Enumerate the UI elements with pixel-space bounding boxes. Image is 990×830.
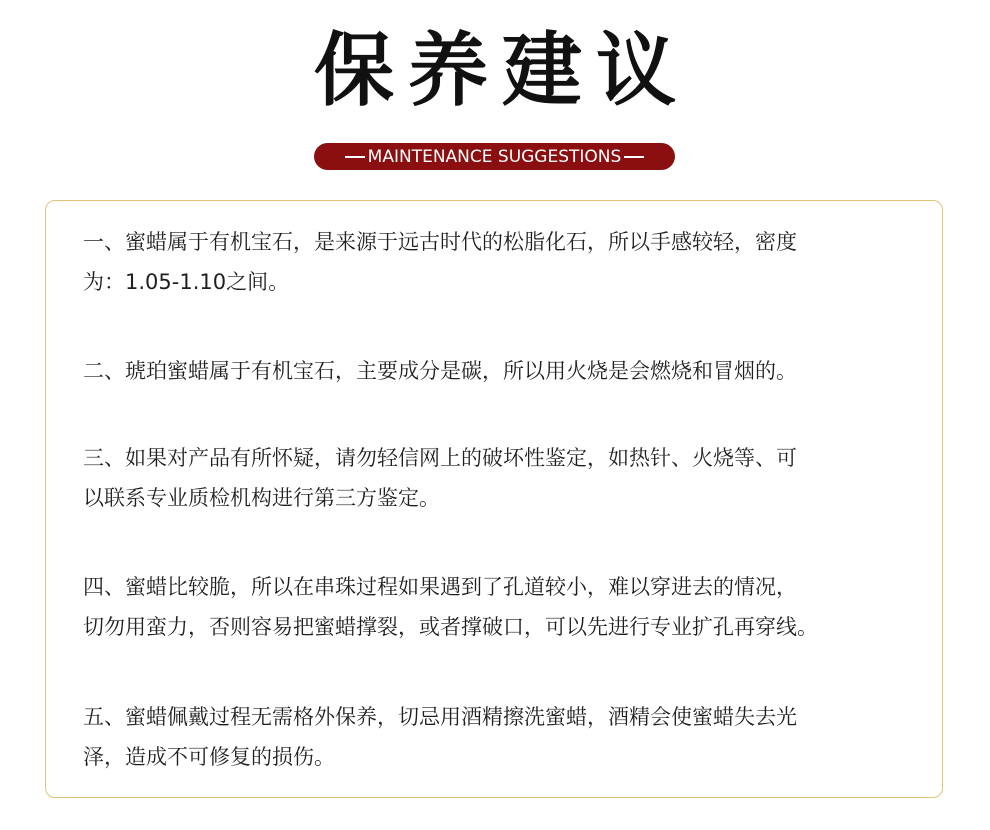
page-title: 保养建议 (314, 23, 690, 117)
suggestion-3-line-1: 三、如果对产品有所怀疑，请勿轻信网上的破坏性鉴定，如热针、火烧等、可 (83, 446, 797, 470)
suggestion-item-1 (83, 222, 913, 302)
suggestion-2-line-1: 二、琥珀蜜蜡属于有机宝石，主要成分是碳，所以用火烧是会燃烧和冒烟的。 (83, 359, 797, 383)
suggestion-5-line-2: 泽，造成不可修复的损伤。 (83, 745, 335, 769)
right-dash-decoration (624, 156, 644, 158)
suggestion-4-line-2: 切勿用蛮力，否则容易把蜜蜡撑裂，或者撑破口，可以先进行专业扩孔再穿线。 (83, 615, 818, 639)
subtitle-text: MAINTENANCE SUGGESTIONS (367, 146, 622, 167)
suggestion-item-4 (83, 567, 913, 647)
left-dash-decoration (345, 156, 365, 158)
suggestions-card (45, 200, 943, 798)
suggestion-item-5 (83, 697, 913, 777)
suggestion-1-line-2: 为：1.05-1.10之间。 (83, 270, 290, 294)
suggestion-item-2 (83, 351, 913, 391)
suggestion-3-line-2: 以联系专业质检机构进行第三方鉴定。 (83, 486, 440, 510)
suggestion-item-3 (83, 438, 913, 518)
suggestion-1-line-1: 一、蜜蜡属于有机宝石，是来源于远古时代的松脂化石，所以手感较轻，密度 (83, 230, 797, 254)
suggestion-5-line-1: 五、蜜蜡佩戴过程无需格外保养，切忌用酒精擦洗蜜蜡，酒精会使蜜蜡失去光 (83, 705, 797, 729)
suggestion-4-line-1: 四、蜜蜡比较脆，所以在串珠过程如果遇到了孔道较小，难以穿进去的情况， (83, 575, 797, 599)
subtitle-banner (314, 143, 675, 170)
